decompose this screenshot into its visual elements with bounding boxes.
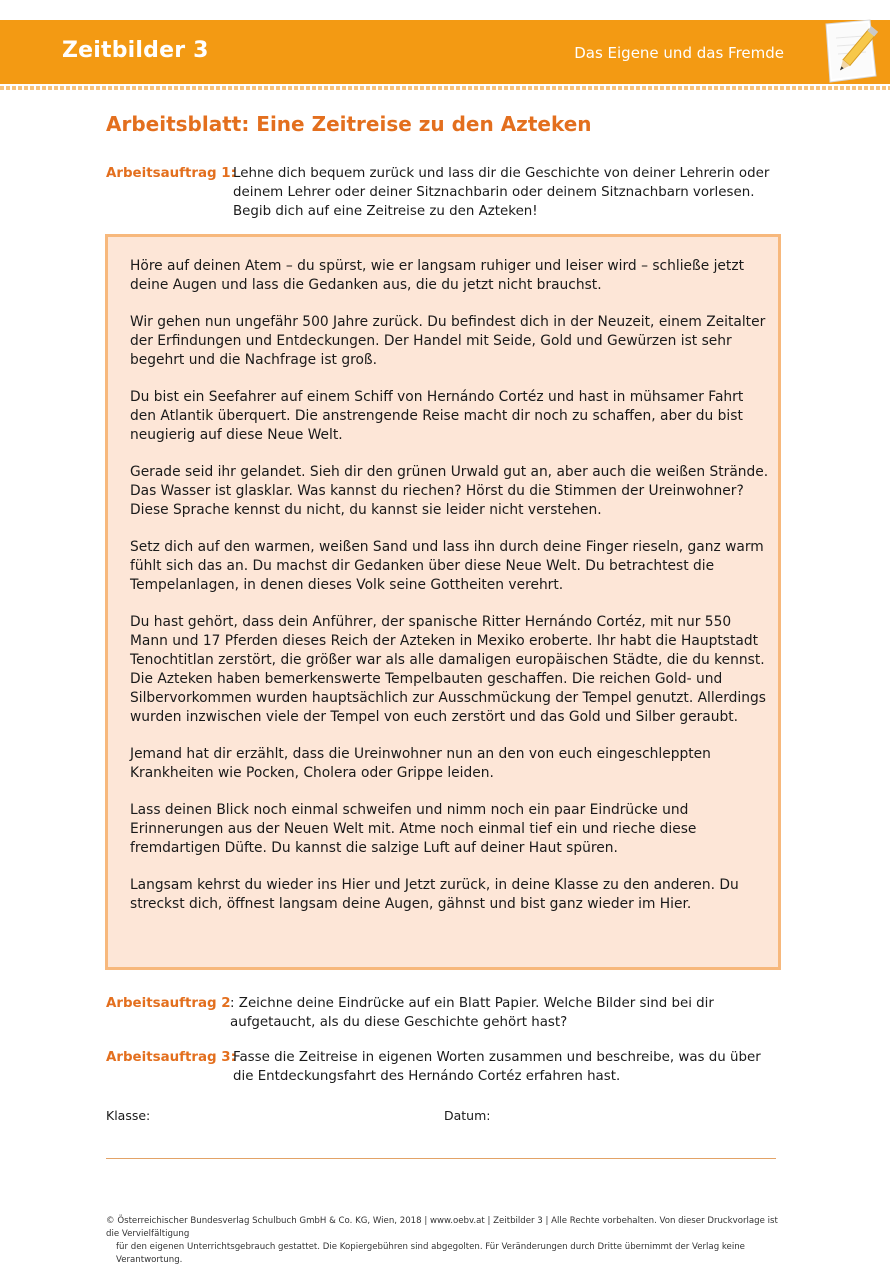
story-box bbox=[105, 234, 781, 970]
footer-line-1: © Österreichischer Bundesverlag Schulbuch GmbH & Co. KG, Wien, 2018 | www.oebv.at | Zeitbilder 3 | Alle Rechte vorbehalten. Von dieser Druckvorlage ist die Vervielfältigung bbox=[106, 1216, 778, 1239]
story-paragraph: Langsam kehrst du wieder ins Hier und Jetzt zurück, in deine Klasse zu den anderen. Du streckst dich, öffnest langsam deine Augen, gähnst und bist ganz wieder im Hier. bbox=[130, 877, 739, 912]
header-divider bbox=[0, 86, 890, 90]
story-paragraph: Wir gehen nun ungefähr 500 Jahre zurück. Du befindest dich in der Neuzeit, einem Zeitalter der Erfindungen und Entdeckungen. Der Handel mit Seide, Gold und Gewürzen ist sehr begehrt und die Nachfrage ist groß. bbox=[130, 314, 766, 368]
story-paragraph: Du hast gehört, dass dein Anführer, der spanische Ritter Hernándo Cortéz, mit nur 550 Mann und 17 Pferden dieses Reich der Azteken in Mexiko eroberte. Ihr habt die Hauptstadt Tenochtitlan zerstört, die größer war als alle damaligen europäischen Städte, die du kennst. Die Azteken haben bemerkenswerte Tempelbauten geschaffen. Die reichen Gold- und Silbervorkommen wurden hauptsächlich zur Ausschmückung der Tempel genutzt. Allerdings wurden inzwischen viele der Tempel von euch zerstört und das Gold und Silber geraubt. bbox=[130, 614, 766, 725]
note-pencil-icon bbox=[818, 14, 882, 94]
worksheet-title: Arbeitsblatt: Eine Zeitreise zu den Azteken bbox=[106, 112, 592, 136]
topic-title: Das Eigene und das Fremde bbox=[574, 44, 784, 62]
book-title: Zeitbilder 3 bbox=[62, 38, 209, 63]
story-paragraph: Setz dich auf den warmen, weißen Sand und lass ihn durch deine Finger rieseln, ganz warm fühlt sich das an. Du machst dir Gedanken über diese Neue Welt. Du betrachtest die Tempelanlagen, in denen dieses Volk seine Gottheiten verehrt. bbox=[130, 539, 764, 593]
task-1-label: Arbeitsauftrag 1: bbox=[106, 166, 236, 181]
task-2-label: Arbeitsauftrag 2 bbox=[106, 996, 231, 1011]
copyright-footer bbox=[106, 1215, 786, 1267]
task-3-label: Arbeitsauftrag 3: bbox=[106, 1050, 236, 1065]
story-text bbox=[130, 257, 770, 932]
story-paragraph: Du bist ein Seefahrer auf einem Schiff von Hernándo Cortéz und hast in mühsamer Fahrt den Atlantik überquert. Die anstrengende Reise macht dir noch zu schaffen, aber du bist neugierig auf diese Neue Welt. bbox=[130, 389, 744, 443]
task-3-text: Fasse die Zeitreise in eigenen Worten zusammen und beschreibe, was du über die Entdeckungsfahrt des Hernándo Cortéz erfahren hast. bbox=[233, 1050, 761, 1084]
story-paragraph: Lass deinen Blick noch einmal schweifen und nimm noch ein paar Eindrücke und Erinnerungen aus der Neuen Welt mit. Atme noch einmal tief ein und rieche diese fremdartigen Düfte. Du kannst die salzige Luft auf deiner Haut spüren. bbox=[130, 802, 697, 856]
task-2-text: : Zeichne deine Eindrücke auf ein Blatt Papier. Welche Bilder sind bei dir aufgetaucht, als du diese Geschichte gehört hast? bbox=[230, 996, 714, 1030]
story-paragraph: Gerade seid ihr gelandet. Sieh dir den grünen Urwald gut an, aber auch die weißen Strände. Das Wasser ist glasklar. Was kannst du riechen? Hörst du die Stimmen der Ureinwohner? Diese Sprache kennst du nicht, du kannst sie leider nicht verstehen. bbox=[130, 464, 769, 518]
footer-line-2: für den eigenen Unterrichtsgebrauch gestattet. Die Kopiergebühren sind abgegolten. Für Veränderungen durch Dritte übernimmt der Verlag keine Verantwortung. bbox=[116, 1242, 745, 1265]
task-1-text: Lehne dich bequem zurück und lass dir die Geschichte von deiner Lehrerin oder deinem Lehrer oder deiner Sitznachbarin oder deinem Sitznachbarn vorlesen. Begib dich auf eine Zeitreise zu den Azteken! bbox=[233, 166, 770, 219]
header-bar bbox=[0, 20, 890, 84]
story-paragraph: Höre auf deinen Atem – du spürst, wie er langsam ruhiger und leiser wird – schließe jetzt deine Augen und lass die Gedanken aus, die du jetzt nicht brauchst. bbox=[130, 258, 744, 293]
write-line bbox=[106, 1158, 776, 1159]
date-label: Datum: bbox=[444, 1108, 491, 1123]
story-paragraph: Jemand hat dir erzählt, dass die Ureinwohner nun an den von euch eingeschleppten Krankheiten wie Pocken, Cholera oder Grippe leiden. bbox=[130, 746, 711, 781]
class-label: Klasse: bbox=[106, 1108, 151, 1123]
